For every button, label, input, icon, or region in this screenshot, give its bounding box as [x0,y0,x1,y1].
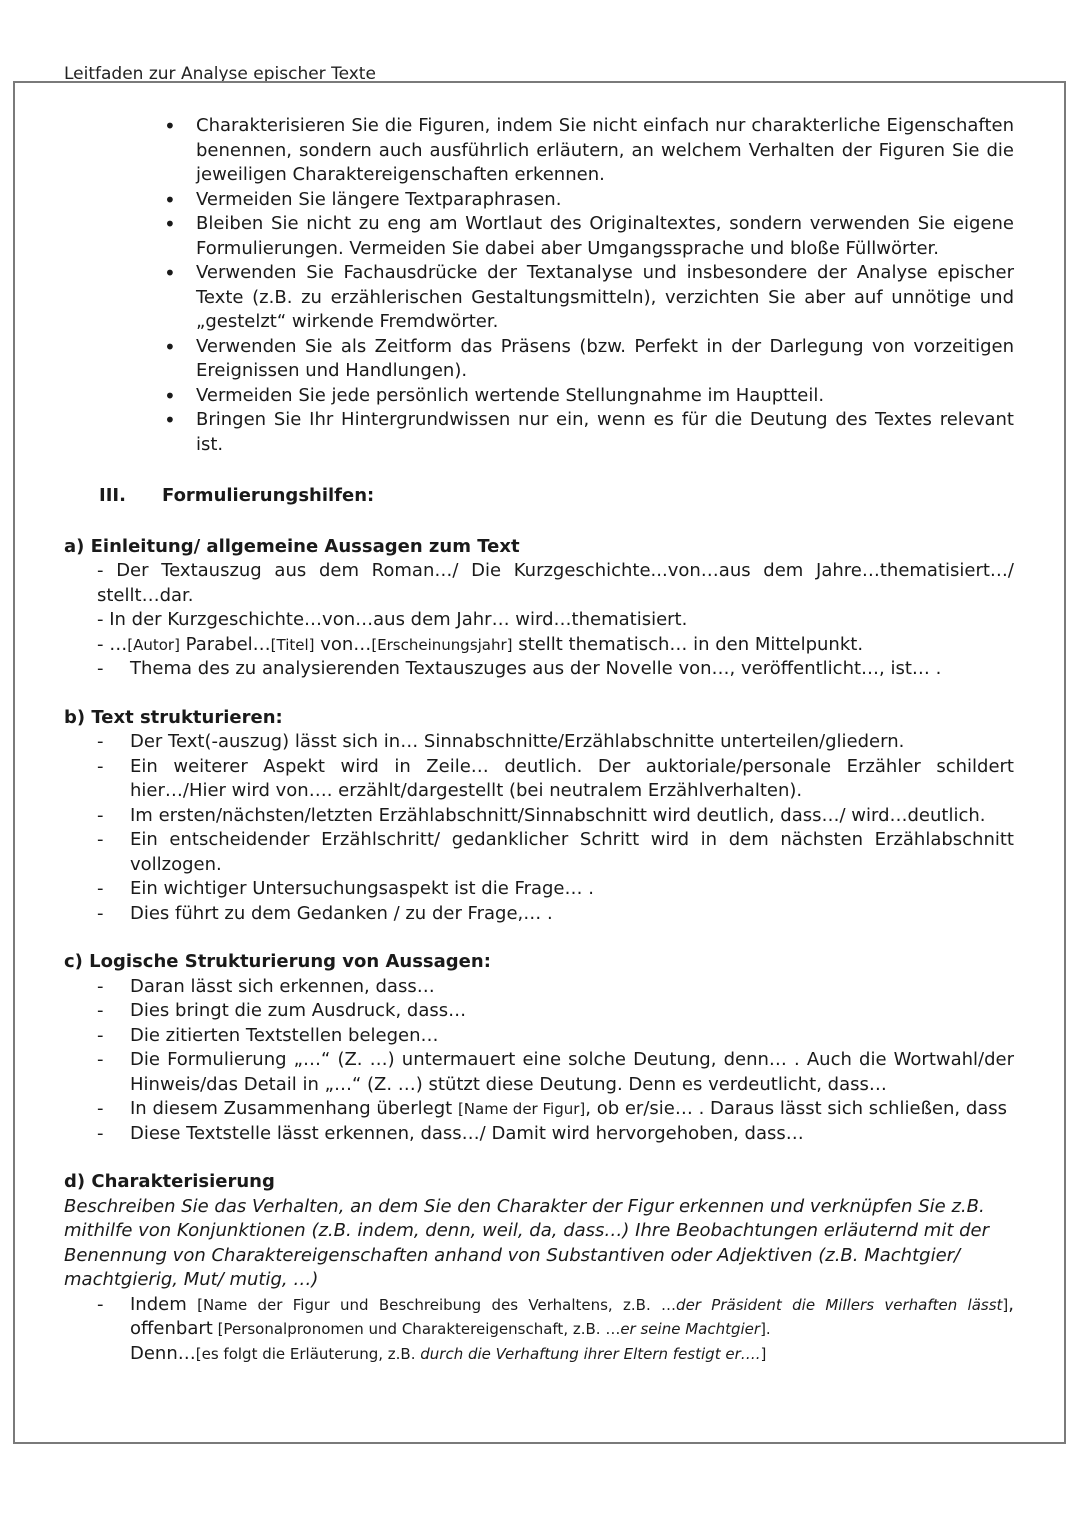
subsection-heading-b: b) Text strukturieren: [64,706,283,728]
example-text: der Präsident die Millers verhaften lässt [676,1295,1003,1314]
subsection-heading-a: a) Einleitung/ allgemeine Aussagen zum Text [64,535,520,557]
phrase-line [64,633,1014,658]
placeholder-note: ] [1002,1295,1009,1314]
text-segment: - … [97,633,128,655]
placeholder-author: [Autor] [127,635,180,654]
list-item: - Der Text(-auszug) lässt sich in… Sinnabschnitte/Erzählabschnitte unterteilen/gliedern. [64,730,1014,755]
list-item: - Im ersten/nächsten/letzten Erzählabschnitt/Sinnabschnitt wird deutlich, dass…/ wird…deutlich. [64,804,1014,829]
list-item: • Charakterisieren Sie die Figuren, indem Sie nicht einfach nur charakterliche Eigenschaften benennen, sondern auch ausführlich erläutern, an welchem Verhalten der Figuren Sie die jeweiligen Charaktereigenschaften erkennen. [64,114,1014,188]
list-item: - Thema des zu analysierenden Textauszuges aus der Novelle von…, veröffentlicht…, ist… . [64,657,1014,682]
list-item [64,1293,1014,1367]
list-item: • Verwenden Sie als Zeitform das Präsens (bzw. Perfekt in der Darlegung von vorzeitigen Ereignissen und Handlungen). [64,335,1014,384]
placeholder-title: [Titel] [270,635,315,654]
section-heading [64,484,1014,509]
phrase-list-b [64,730,1014,926]
text-segment: , offenbart [130,1293,1014,1339]
list-item: - Dies führt zu dem Gedanken / zu der Frage,… . [64,902,1014,927]
phrase-list-a [64,657,1014,682]
placeholder-note: ]. [760,1320,771,1338]
example-text: durch die Verhaftung ihrer Eltern festigt er…. [420,1344,761,1363]
list-item: - Daran lässt sich erkennen, dass… [64,975,1014,1000]
list-item: - Ein wichtiger Untersuchungsaspekt ist die Frage… . [64,877,1014,902]
list-item: - Die zitierten Textstellen belegen… [64,1024,1014,1049]
list-item: • Vermeiden Sie längere Textparaphrasen. [64,188,1014,213]
text-segment: von… [314,633,372,655]
phrase-line: - Der Textauszug aus dem Roman…/ Die Kurzgeschichte...von…aus dem Jahre…thematisiert…/ stellt…dar. [97,560,1014,606]
document-body [64,114,1014,1366]
list-item: - Ein weiterer Aspekt wird in Zeile… deutlich. Der auktoriale/personale Erzähler schildert hier…/Hier wird von…. erzählt/dargestellt (bei neutralem Erzählverhalten). [64,755,1014,804]
placeholder-note: [es folgt die Erläuterung, z.B. [195,1344,421,1363]
guideline-list [64,114,1014,457]
text-segment: stellt thematisch… in den Mittelpunkt. [512,633,864,655]
placeholder-figure: [Name der Figur] [457,1100,586,1118]
list-item: • Verwenden Sie Fachausdrücke der Textanalyse und insbesondere der Analyse epischer Texte (z.B. zu erzählerischen Gestaltungsmitteln), verzichten Sie aber auf unnötige und „gestelzt“ wirkende Fremdwörter. [64,261,1014,335]
placeholder-year: [Erscheinungsjahr] [371,635,513,654]
list-item: • Bringen Sie Ihr Hintergrundwissen nur ein, wenn es für die Deutung des Textes relevant ist. [64,408,1014,457]
phrase-line: - In der Kurzgeschichte…von…aus dem Jahr… wird…thematisiert. [97,609,688,630]
subsection-heading-c: c) Logische Strukturierung von Aussagen: [64,951,491,972]
text-segment: , ob er/sie… . Daraus lässt sich schließen, dass [585,1098,1008,1119]
text-segment: In diesem Zusammenhang überlegt [130,1098,458,1119]
list-item [64,1097,1014,1122]
placeholder-note: [Name der Figur und Beschreibung des Verhaltens, z.B. … [186,1295,677,1314]
placeholder-note: [Personalpronomen und Charaktereigenschaft, z.B. … [212,1320,621,1338]
text-segment: Denn… [130,1342,196,1364]
list-item: • Vermeiden Sie jede persönlich wertende Stellungnahme im Hauptteil. [64,384,1014,409]
placeholder-note: ] [760,1344,767,1363]
list-item: - Diese Textstelle lässt erkennen, dass…/ Damit wird hervorgehoben, dass… [64,1122,1014,1147]
example-text: er seine Machtgier [620,1320,761,1338]
list-item: • Bleiben Sie nicht zu eng am Wortlaut des Originaltextes, sondern verwenden Sie eigene Formulierungen. Vermeiden Sie dabei aber Umgangssprache und bloße Füllwörter. [64,212,1014,261]
section-number: III. [99,485,126,506]
list-item: - Ein entscheidender Erzählschritt/ gedanklicher Schritt wird in dem nächsten Erzählabschnitt vollzogen. [64,828,1014,877]
section-title: Formulierungshilfen: [162,485,375,506]
text-segment: Indem [130,1293,187,1315]
list-item: - Die Formulierung „…“ (Z. …) untermauert eine solche Deutung, denn… . Auch die Wortwahl/der Hinweis/das Detail in „…“ (Z. …) stützt diese Deutung. Denn es verdeutlicht, dass… [64,1048,1014,1097]
text-segment: Parabel… [179,633,271,655]
page-header: Leitfaden zur Analyse epischer Texte [64,64,376,84]
subsection-heading-d: d) Charakterisierung [64,1171,275,1192]
characterization-intro: Beschreiben Sie das Verhalten, an dem Sie den Charakter der Figur erkennen und verknüpfen Sie z.B. mithilfe von Konjunktionen (z.B. indem, denn, weil, da, dass…) Ihre Beobachtungen erläuternd mit der Benennung von Charaktereigenschaften anhand von Substantiven oder Adjektiven (z.B. Machtgier/ machtgierig, Mut/ mutig, …) [64,1195,989,1290]
list-item: - Dies bringt die zum Ausdruck, dass… [64,999,1014,1024]
phrase-list-c [64,975,1014,1147]
phrase-list-d [64,1293,1014,1367]
